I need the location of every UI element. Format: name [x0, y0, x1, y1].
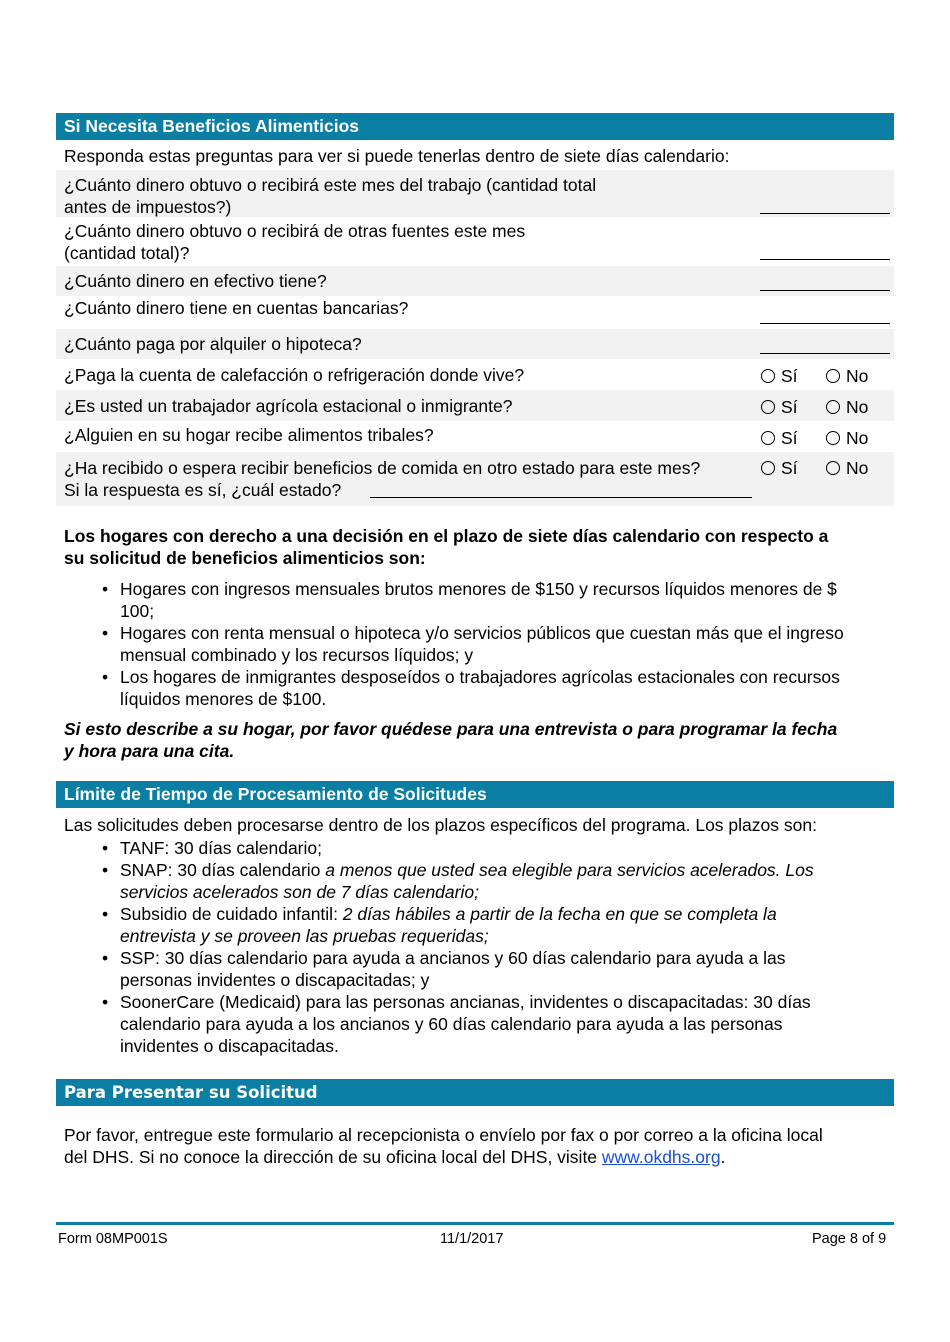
question-other-state: ¿Ha recibido o espera recibir beneficios de comida en otro estado para este mes? Si la respuesta es sí, ¿cuál estado? — [64, 458, 701, 500]
heating-no-radio[interactable]: No — [826, 365, 868, 387]
eligibility-list — [100, 578, 890, 710]
eligibility-heading: Los hogares con derecho a una decisión en el plazo de siete días calendario con respecto a su solicitud de beneficios alimenticios son: — [64, 526, 829, 568]
radio-circle-icon — [826, 461, 840, 475]
radio-circle-icon — [826, 431, 840, 445]
okdhs-link[interactable]: www.okdhs.org — [601, 1147, 721, 1167]
tribal-no-radio[interactable]: No — [826, 427, 868, 449]
footer-date: 11/1/2017 — [440, 1231, 504, 1247]
list-item: • SNAP: 30 días calendario a menos que usted sea elegible para servicios acelerados. Los servicios acelerados son de 7 días calendario; — [100, 859, 890, 903]
footer-form-number: Form 08MP001S — [58, 1231, 168, 1247]
question-rent: ¿Cuánto paga por alquiler o hipoteca? — [64, 334, 362, 354]
seasonal-yes-radio[interactable]: Sí — [761, 396, 798, 418]
tribal-yes-radio[interactable]: Sí — [761, 427, 798, 449]
footer-divider — [56, 1222, 894, 1225]
question-work-income: ¿Cuánto dinero obtuvo o recibirá este mes del trabajo (cantidad total antes de impuestos?) — [64, 175, 597, 217]
cash-answer-field[interactable] — [760, 290, 890, 291]
work-income-answer-field[interactable] — [760, 213, 890, 214]
food-intro: Responda estas preguntas para ver si puede tenerlas dentro de siete días calendario: — [64, 146, 730, 166]
radio-circle-icon — [761, 400, 775, 414]
rent-answer-field[interactable] — [760, 353, 890, 354]
other-state-answer-field[interactable] — [370, 497, 752, 498]
list-item: • Los hogares de inmigrantes desposeídos o trabajadores agrícolas estacionales con recursos líquidos menores de $100. — [100, 666, 890, 710]
radio-circle-icon — [826, 369, 840, 383]
list-item: • SSP: 30 días calendario para ayuda a ancianos y 60 días calendario para ayuda a las personas invidentes o discapacitadas; y — [100, 947, 890, 991]
heating-yes-radio[interactable]: Sí — [761, 365, 798, 387]
radio-circle-icon — [761, 369, 775, 383]
radio-circle-icon — [761, 431, 775, 445]
question-cash: ¿Cuánto dinero en efectivo tiene? — [64, 271, 327, 291]
section-header-food-benefits: Si Necesita Beneficios Alimenticios — [56, 113, 894, 140]
question-bank-accounts: ¿Cuánto dinero tiene en cuentas bancarias? — [64, 298, 409, 318]
other-income-answer-field[interactable] — [760, 259, 890, 260]
other-state-yes-radio[interactable]: Sí — [761, 457, 798, 479]
list-item: • SoonerCare (Medicaid) para las personas ancianas, invidentes o discapacitadas: 30 días calendario para ayuda a los ancianos y 60 días calendario para ayuda a las personas invidentes o discapacitadas. — [100, 991, 890, 1057]
other-state-no-radio[interactable]: No — [826, 457, 868, 479]
footer-page-number: Page 8 of 9 — [812, 1231, 887, 1247]
question-heating-cooling: ¿Paga la cuenta de calefacción o refrigeración donde vive? — [64, 365, 525, 385]
seasonal-no-radio[interactable]: No — [826, 396, 868, 418]
list-item: • Hogares con ingresos mensuales brutos menores de $150 y recursos líquidos menores de $ 100; — [100, 578, 890, 622]
question-other-income: ¿Cuánto dinero obtuvo o recibirá de otras fuentes este mes (cantidad total)? — [64, 221, 526, 263]
radio-circle-icon — [826, 400, 840, 414]
section-header-time-limit: Límite de Tiempo de Procesamiento de Solicitudes — [56, 781, 894, 808]
list-item: • Subsidio de cuidado infantil: 2 días hábiles a partir de la fecha en que se completa la entrevista y se proveen las pruebas requeridas; — [100, 903, 890, 947]
eligibility-note: Si esto describe a su hogar, por favor quédese para una entrevista o para programar la fecha y hora para una cita. — [64, 719, 838, 761]
time-limit-intro: Las solicitudes deben procesarse dentro de los plazos específicos del programa. Los plazos son: — [64, 815, 817, 835]
question-tribal-food: ¿Alguien en su hogar recibe alimentos tribales? — [64, 425, 434, 445]
time-limit-list — [100, 837, 890, 1057]
section-header-submit: Para Presentar su Solicitud — [56, 1079, 894, 1106]
bank-accounts-answer-field[interactable] — [760, 323, 890, 324]
submit-instructions: Por favor, entregue este formulario al recepcionista o envíelo por fax o por correo a la oficina local del DHS. Si no conoce la dirección de su oficina local del DHS, visite www.okdhs.org. — [64, 1125, 823, 1167]
list-item: • TANF: 30 días calendario; — [100, 837, 890, 859]
radio-circle-icon — [761, 461, 775, 475]
question-seasonal-worker: ¿Es usted un trabajador agrícola estacional o inmigrante? — [64, 396, 513, 416]
list-item: • Hogares con renta mensual o hipoteca y/o servicios públicos que cuestan más que el ingreso mensual combinado y los recursos líquidos; y — [100, 622, 890, 666]
